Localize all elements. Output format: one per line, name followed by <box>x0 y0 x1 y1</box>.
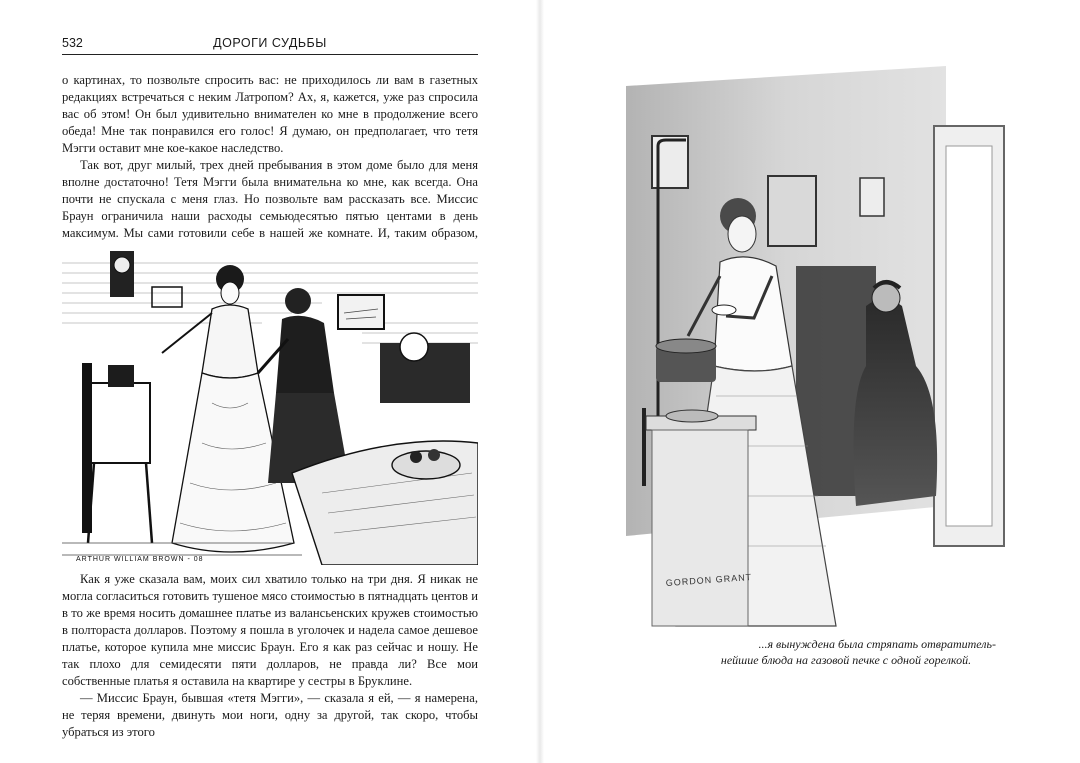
illustration-caption <box>636 636 996 668</box>
paragraph: Как я уже сказала вам, моих сил хватило только на три дня. Я никак не могла согласиться готовить тушеное мясо стоимостью в пятнадцать центов и в то же время носить домашнее платье из валансьенских кружев стоимостью в полтораста долларов. Поэтому я пошла в уголочек и надела самое дешевое платье, которое купила мне миссис Браун. Его я как раз сейчас и ношу. Не так плохо для семидесяти пяти долларов, не правда ли? Все мои собственные платья я оставила на квартире у сестры в Бруклине. <box>62 572 478 688</box>
illustration-signature: GORDON GRANT <box>665 571 753 588</box>
running-title: ДОРОГИ СУДЬБЫ <box>213 36 327 50</box>
illustration-signature: ARTHUR WILLIAM BROWN - 08 <box>76 556 204 563</box>
running-head <box>62 34 478 55</box>
bottom-text-block <box>62 571 478 741</box>
left-illustration <box>62 243 478 565</box>
caption-line: ...я вынуждена была стряпать отвратитель- <box>758 637 996 651</box>
paragraph: — Миссис Браун, бывшая «тетя Мэгги», — сказала я ей, — я намерена, не теряя времени, двинуть мои ноги, одну за другой, так скоро, чтобы убраться из этого <box>62 691 478 739</box>
page-number: 532 <box>62 36 83 50</box>
paragraph: Так вот, друг милый, трех дней пребывания в этом доме было для меня вполне достаточно! Тетя Мэгги была внимательна ко мне, как всегда. Она почти не спускала с меня глаз. Но позвольте вам рассказать все. Миссис Браун ограничила наши расходы семьюдесятью пятью центами в день максимум. Мы сами готовили себе в нашей же комнате. И, таким образом, <box>62 158 478 240</box>
right-illustration <box>616 66 1026 636</box>
paragraph: о картинах, то позвольте спросить вас: не приходилось ли вам в газетных редакциях встречаться с неким Латропом? Ах, я, кажется, уже раз спросила вас об этом! Он был удивительно внимателен ко мне в продолжение всего обеда! Мне так понравился его голос! Я думаю, он предполагает, что тетя Мэгги оставит мне кое-какое наследство. <box>62 73 478 155</box>
caption-line: нейшие блюда на газовой печке с одной горелкой. <box>720 653 972 667</box>
